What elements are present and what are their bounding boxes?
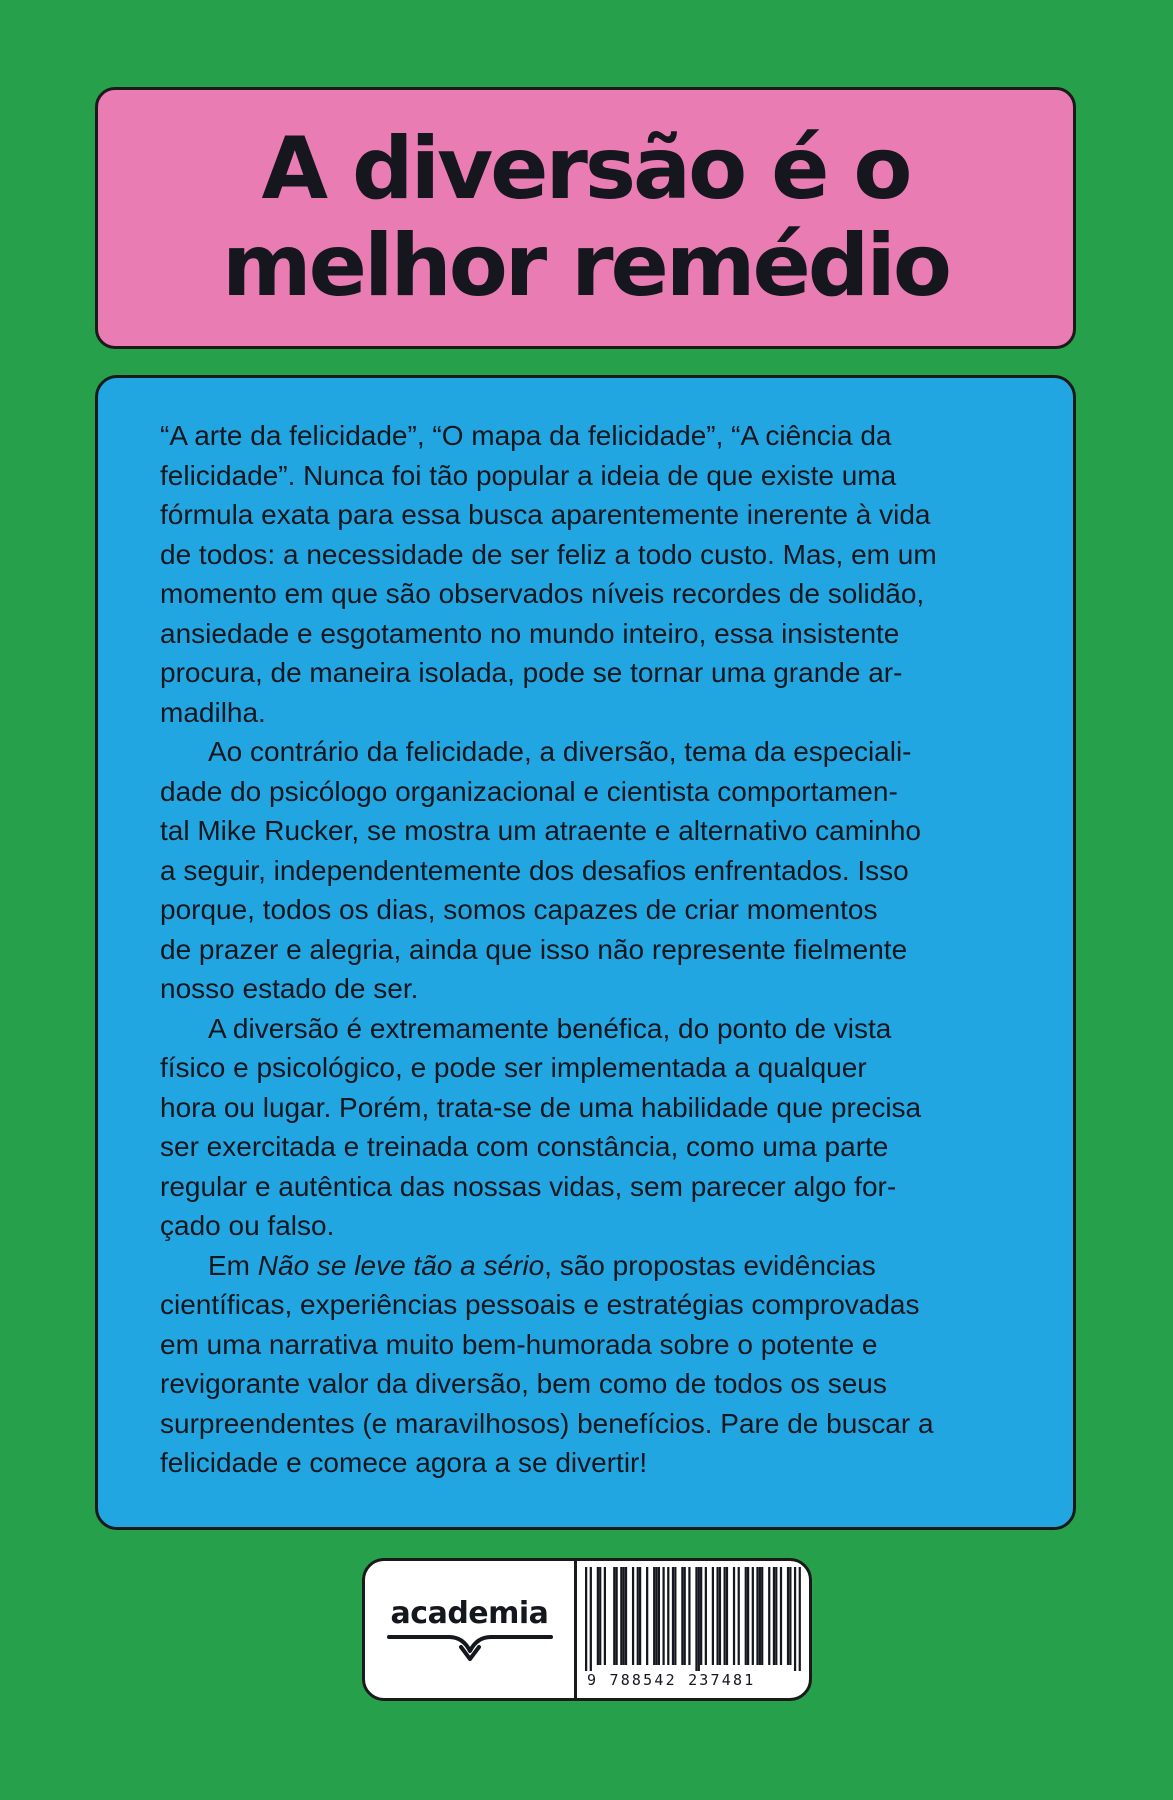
barcode-bar <box>590 1567 592 1671</box>
barcode-bar <box>733 1567 735 1665</box>
paragraph-4 <box>160 1246 1011 1483</box>
publisher-logo <box>365 1561 574 1698</box>
text-line: revigorante valor da diversão, bem como de todos os seus <box>160 1368 887 1399</box>
isbn-number: 9 788542 237481 <box>587 1671 756 1689</box>
barcode-bar <box>637 1567 639 1665</box>
barcode-bar <box>794 1567 796 1671</box>
barcode-bar <box>745 1567 747 1665</box>
barcode-bar <box>700 1567 702 1665</box>
text-line: surpreendentes (e maravilhosos) benefícios. Pare de buscar a <box>160 1407 934 1439</box>
text-line: a seguir, independentemente dos desafios enfrentados. Isso <box>160 854 909 886</box>
barcode-bar <box>681 1567 683 1665</box>
barcode-bar <box>655 1567 657 1665</box>
barcode-bar <box>768 1567 770 1665</box>
barcode <box>577 1561 809 1698</box>
barcode-bar <box>658 1567 660 1665</box>
barcode-bar <box>620 1567 622 1665</box>
text-line: em uma narrativa muito bem-humorada sobre o potente e <box>160 1328 878 1360</box>
barcode-bar <box>684 1567 686 1665</box>
barcode-bar <box>719 1567 721 1665</box>
text-line: nosso estado de ser. <box>160 973 419 1004</box>
barcode-bar <box>775 1567 777 1665</box>
barcode-bar <box>639 1567 641 1665</box>
text-line: científicas, experiências pessoais e estratégias comprovadas <box>160 1289 920 1320</box>
barcode-bar <box>705 1567 707 1665</box>
text-line: ansiedade e esgotamento no mundo inteiro, essa insistente <box>160 617 900 649</box>
text-line: de prazer e alegria, ainda que isso não represente fielmente <box>160 933 908 965</box>
text-line: felicidade”. Nunca foi tão popular a ideia de que existe uma <box>160 459 897 491</box>
barcode-bar <box>625 1567 627 1665</box>
paragraph-1 <box>160 416 1011 732</box>
text-line: ser exercitada e treinada com constância, como uma parte <box>160 1131 889 1162</box>
title-banner <box>95 87 1076 349</box>
text-line: de todos: a necessidade de ser feliz a todo custo. Mas, em um <box>160 538 937 570</box>
barcode-bar <box>632 1567 634 1665</box>
barcode-bar <box>716 1567 718 1665</box>
barcode-bar <box>712 1567 714 1665</box>
barcode-bar <box>752 1567 754 1665</box>
text-line: porque, todos os dias, somos capazes de criar momentos <box>160 894 878 925</box>
paragraph-2 <box>160 732 1011 1009</box>
barcode-bar <box>738 1567 740 1665</box>
barcode-bar <box>759 1567 761 1665</box>
barcode-bar <box>695 1567 697 1671</box>
text-line: madilha. <box>160 696 266 728</box>
text-line <box>160 1246 1011 1286</box>
barcode-bar <box>599 1567 601 1665</box>
title-line-2: melhor remédio <box>222 216 949 316</box>
barcode-bar <box>662 1567 664 1665</box>
barcode-bar <box>674 1567 676 1665</box>
text-line: felicidade e comece agora a se divertir! <box>160 1447 648 1478</box>
barcode-bar <box>604 1567 606 1665</box>
text-line: A diversão é extremamente benéfica, do ponto de vista <box>208 1012 892 1044</box>
barcode-bar <box>667 1567 669 1665</box>
text-line: físico e psicológico, e pode ser implementada a qualquer <box>160 1052 867 1083</box>
barcode-bar <box>761 1567 763 1665</box>
barcode-bar <box>646 1567 648 1665</box>
book-title-italic: Não se leve tão a sério <box>257 1249 545 1281</box>
synopsis-panel <box>95 375 1076 1530</box>
text-line: fórmula exata para essa busca aparentemente inerente à vida <box>160 499 931 530</box>
text-line: dade do psicólogo organizacional e cientista comportamen- <box>160 775 898 807</box>
barcode-bar <box>653 1567 655 1665</box>
synopsis-text <box>160 416 1011 1483</box>
text-fragment: Em <box>208 1249 258 1281</box>
barcode-bar <box>799 1567 801 1671</box>
barcode-bar <box>613 1567 615 1665</box>
text-line: Ao contrário da felicidade, a diversão, tema da especiali- <box>208 736 912 767</box>
barcode-bar <box>672 1567 674 1665</box>
text-line: tal Mike Rucker, se mostra um atraente e alternativo caminho <box>160 815 922 846</box>
text-line: regular e autêntica das nossas vidas, sem parecer algo for- <box>160 1170 897 1202</box>
barcode-bar <box>780 1567 782 1665</box>
publisher-barcode-box <box>362 1558 812 1701</box>
text-line: çado ou falso. <box>160 1210 335 1241</box>
barcode-bar <box>756 1567 758 1665</box>
barcode-bar <box>698 1567 700 1671</box>
barcode-bar <box>773 1567 775 1665</box>
text-fragment: , são propostas evidências <box>544 1249 876 1281</box>
text-line: “A arte da felicidade”, “O mapa da felicidade”, “A ciência da <box>160 420 892 451</box>
barcode-bar <box>724 1567 726 1665</box>
book-chevron-icon <box>385 1633 555 1663</box>
barcode-bar <box>585 1567 587 1671</box>
text-line: hora ou lugar. Porém, trata-se de uma habilidade que precisa <box>160 1091 922 1123</box>
publisher-name: academia <box>390 1595 549 1631</box>
barcode-bar <box>623 1567 625 1665</box>
barcode-bar <box>688 1567 690 1665</box>
text-line: momento em que são observados níveis recordes de solidão, <box>160 578 925 609</box>
barcode-bar <box>789 1567 791 1665</box>
paragraph-3 <box>160 1009 1011 1246</box>
barcode-bar <box>726 1567 728 1665</box>
title-line-1: A diversão é o <box>261 119 910 219</box>
barcode-bar <box>616 1567 618 1665</box>
barcode-bar <box>747 1567 749 1665</box>
text-line: procura, de maneira isolada, pode se tornar uma grande ar- <box>160 657 903 688</box>
barcode-bar <box>597 1567 599 1665</box>
barcode-bar <box>787 1567 789 1665</box>
barcode-bars <box>585 1567 801 1671</box>
